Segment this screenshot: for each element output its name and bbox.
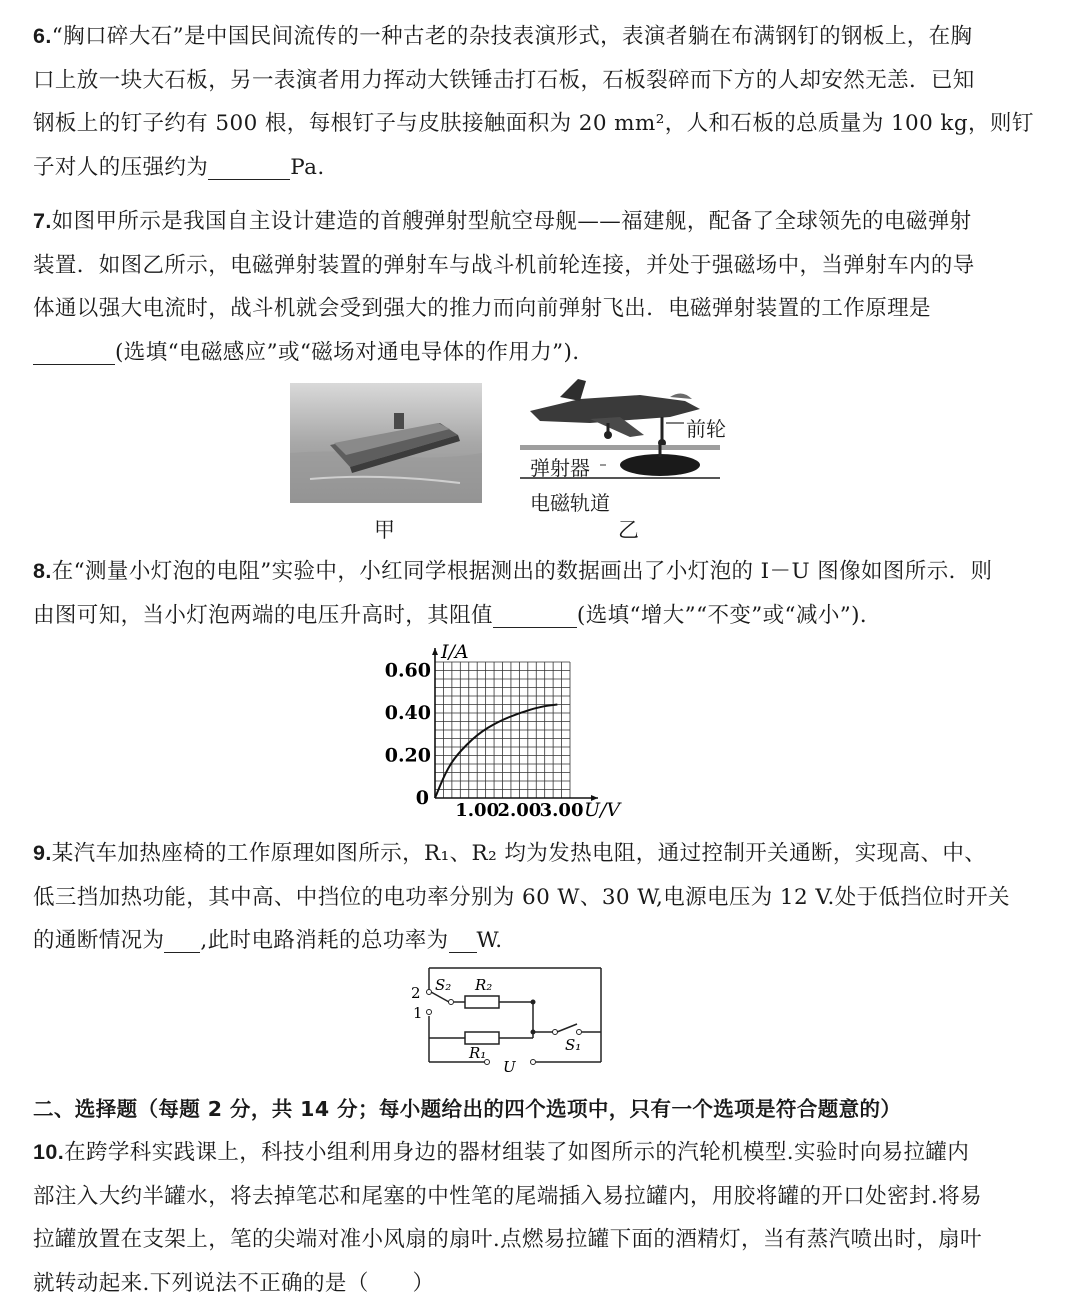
question-text-line: 装置．如图乙所示，电磁弹射装置的弹射车与战斗机前轮连接，并处于强磁场中，当弹射车内的导 [33,253,975,278]
iu-chart-svg [380,640,650,825]
answer-blank[interactable] [208,155,290,180]
node-label-2: 2 [411,984,421,1002]
question-text-line: (选填“增大”“不变”或“减小”)． [577,603,882,628]
question-number: 10. [33,1140,64,1164]
catapult-label: 弹射器 [530,452,590,481]
question-6 [33,15,1043,189]
question-text-line: ,此时电路消耗的总功率为 [200,928,448,953]
y-axis-arrow [432,648,438,655]
question-text-line: 口上放一块大石板，另一表演者用力挥动大铁锤击打石板，石板裂碎而下方的人却安然无恙．已知 [33,68,975,93]
iu-chart [380,640,650,825]
question-text-line: “胸口碎大石”是中国民间流传的一种古老的杂技表演形式，表演者躺在布满钢钉的钢板上，在胸 [52,24,973,49]
section-heading: 二、选择题（每题 2 分，共 14 分；每小题给出的四个选项中，只有一个选项是符合题意的） [33,1088,1043,1132]
iu-curve [435,705,557,799]
question-number: 8. [33,559,52,583]
x-tick-label: 2.00 [497,800,541,821]
question-text-line: 子对人的压强约为 [33,155,208,180]
track-label: 电磁轨道 [530,487,610,516]
circuit-diagram [405,962,615,1077]
question-text-line: 就转动起来.下列说法不正确的是（ ） [33,1271,434,1296]
switch-label-s2: S₂ [435,976,451,994]
answer-blank[interactable] [449,928,477,953]
question-text-line: 在跨学科实践课上，科技小组利用身边的器材组装了如图所示的汽轮机模型.实验时向易拉罐内 [64,1140,969,1165]
question-10 [33,1131,1043,1305]
chart-axes [432,648,598,801]
unit-text: Pa. [290,155,324,180]
question-text-line: 在“测量小灯泡的电阻”实验中，小红同学根据测出的数据画出了小灯泡的 I－U 图像如图所示．则 [52,559,993,584]
chart-tick-labels [385,641,623,821]
question-text-line: 低三挡加热功能，其中高、中挡位的电功率分别为 60 W、30 W,电源电压为 12 V.处于低挡位时开关 [33,885,1010,910]
node-label-1: 1 [413,1004,423,1022]
origin-label: 0 [416,787,429,809]
y-axis-label: I/A [440,641,469,663]
figure-caption-b: 乙 [618,514,639,544]
question-7 [33,200,1043,374]
aircraft-carrier-photo [290,383,482,503]
question-text-line: 体通以强大电流时，战斗机就会受到强大的推力而向前弹射飞出．电磁弹射装置的工作原理是 [33,296,931,321]
chart-grid [435,662,570,798]
unit-text: W. [477,928,503,953]
question-text-line: 的通断情况为 [33,928,164,953]
question-text-line: 如图甲所示是我国自主设计建造的首艘弹射型航空母舰——福建舰，配备了全球领先的电磁弹射 [52,209,972,234]
question-number: 9. [33,841,52,865]
x-tick-label: 1.00 [455,800,499,821]
chart-series [435,704,557,798]
answer-blank[interactable] [493,603,577,628]
question-number: 7. [33,209,52,233]
resistor-label-r2: R₂ [474,976,492,994]
question-8 [33,550,1043,637]
x-axis-label: U/V [584,799,622,821]
switch-label-s1: S₁ [565,1036,581,1054]
question-text-line: (选填“电磁感应”或“磁场对通电导体的作用力”)． [115,340,594,365]
question-text-line: 拉罐放置在支架上，笔的尖端对准小风扇的扇叶.点燃易拉罐下面的酒精灯，当有蒸汽喷出时，扇叶 [33,1227,982,1252]
question-text-line: 由图可知，当小灯泡两端的电压升高时，其阻值 [33,603,493,628]
question-number: 6. [33,24,52,48]
answer-blank[interactable] [164,928,200,953]
x-tick-label: 3.00 [540,800,584,821]
y-tick-label: 0.40 [385,702,431,724]
figure-caption-a: 甲 [374,514,395,544]
front-wheel-label: 前轮 [686,413,726,442]
y-tick-label: 0.60 [385,660,431,682]
question-9 [33,832,1043,963]
resistor-label-r1: R₁ [468,1044,486,1062]
question-text-line: 钢板上的钉子约有 500 根，每根钉子与皮肤接触面积为 20 mm²，人和石板的总质量为 100 kg，则钉 [33,111,1034,136]
question-text-line: 部注入大约半罐水，将去掉笔芯和尾塞的中性笔的尾端插入易拉罐内，用胶将罐的开口处密封.将易 [33,1184,982,1209]
question-text-line: 某汽车加热座椅的工作原理如图所示，R₁、R₂ 均为发热电阻，通过控制开关通断，实现高、中、 [52,841,986,866]
voltage-label-u: U [503,1058,517,1076]
y-tick-label: 0.20 [385,745,431,767]
answer-blank[interactable] [33,340,115,365]
